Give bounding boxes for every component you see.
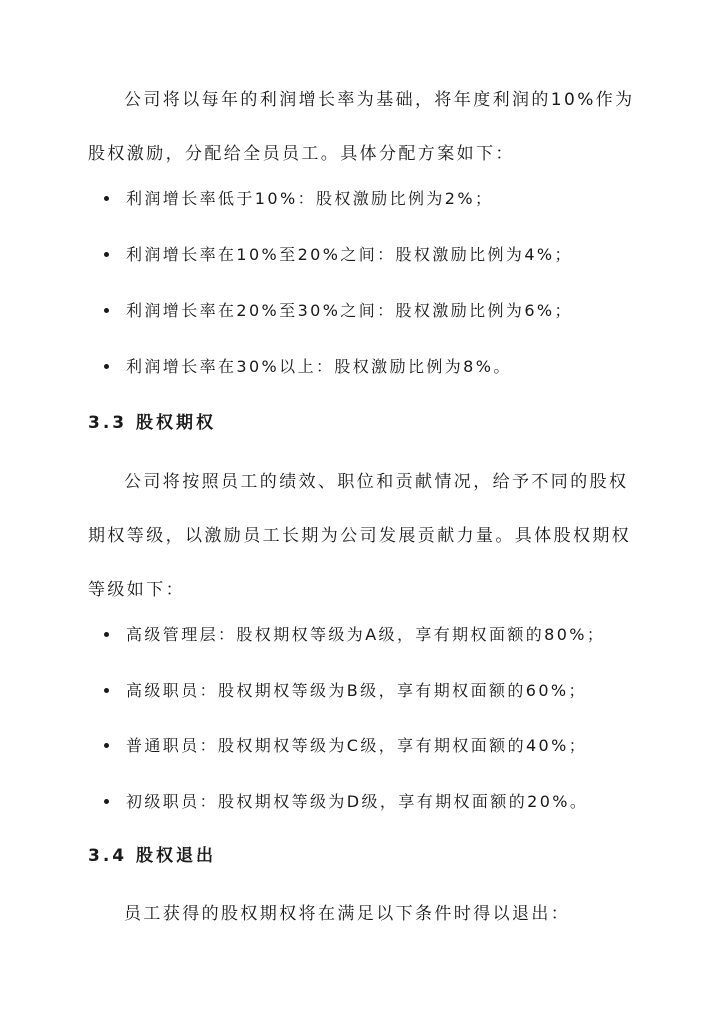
bullet-icon [104,688,109,693]
bullet-icon [104,743,109,748]
bullet-icon [104,799,109,804]
list-item-text: 普通职员：股权期权等级为C级，享有期权面额的40%； [126,736,588,755]
bullet-icon [104,196,109,201]
bullet-icon [104,308,109,313]
list-item-text: 利润增长率在10%至20%之间：股权激励比例为4%； [126,245,573,264]
bullet-icon [104,252,109,257]
list-item [104,680,587,702]
list-item [104,624,605,646]
section-heading-3-4: 3.4 股权退出 [88,846,217,866]
list-item [104,356,512,378]
list-item [104,791,588,813]
list-item [104,735,587,757]
list-item-text: 高级管理层：股权期权等级为A级，享有期权面额的80%； [126,625,606,644]
list-item-text: 高级职员：股权期权等级为B级，享有期权面额的60%； [126,681,587,700]
list-item-text: 利润增长率低于10%：股权激励比例为2%； [126,189,494,208]
list-item-text: 利润增长率在20%至30%之间：股权激励比例为6%； [126,301,573,320]
section-heading-3-3: 3.3 股权期权 [88,413,217,433]
list-item-text: 利润增长率在30%以上：股权激励比例为8%。 [126,357,512,376]
list-item [104,188,493,210]
paragraph-profit-incentive: 公司将以每年的利润增长率为基础，将年度利润的10%作为股权激励，分配给全员员工。具体分配方案如下： [88,90,635,164]
list-item [104,300,573,322]
bullet-icon [104,364,109,369]
list-item [104,244,573,266]
paragraph-option-levels: 公司将按照员工的绩效、职位和贡献情况，给予不同的股权期权等级，以激励员工长期为公司发展贡献力量。具体股权期权等级如下： [88,472,632,600]
paragraph-equity-exit: 员工获得的股权期权将在满足以下条件时得以退出： [124,904,571,924]
list-item-text: 初级职员：股权期权等级为D级，享有期权面额的20%。 [126,792,589,811]
bullet-icon [104,632,109,637]
